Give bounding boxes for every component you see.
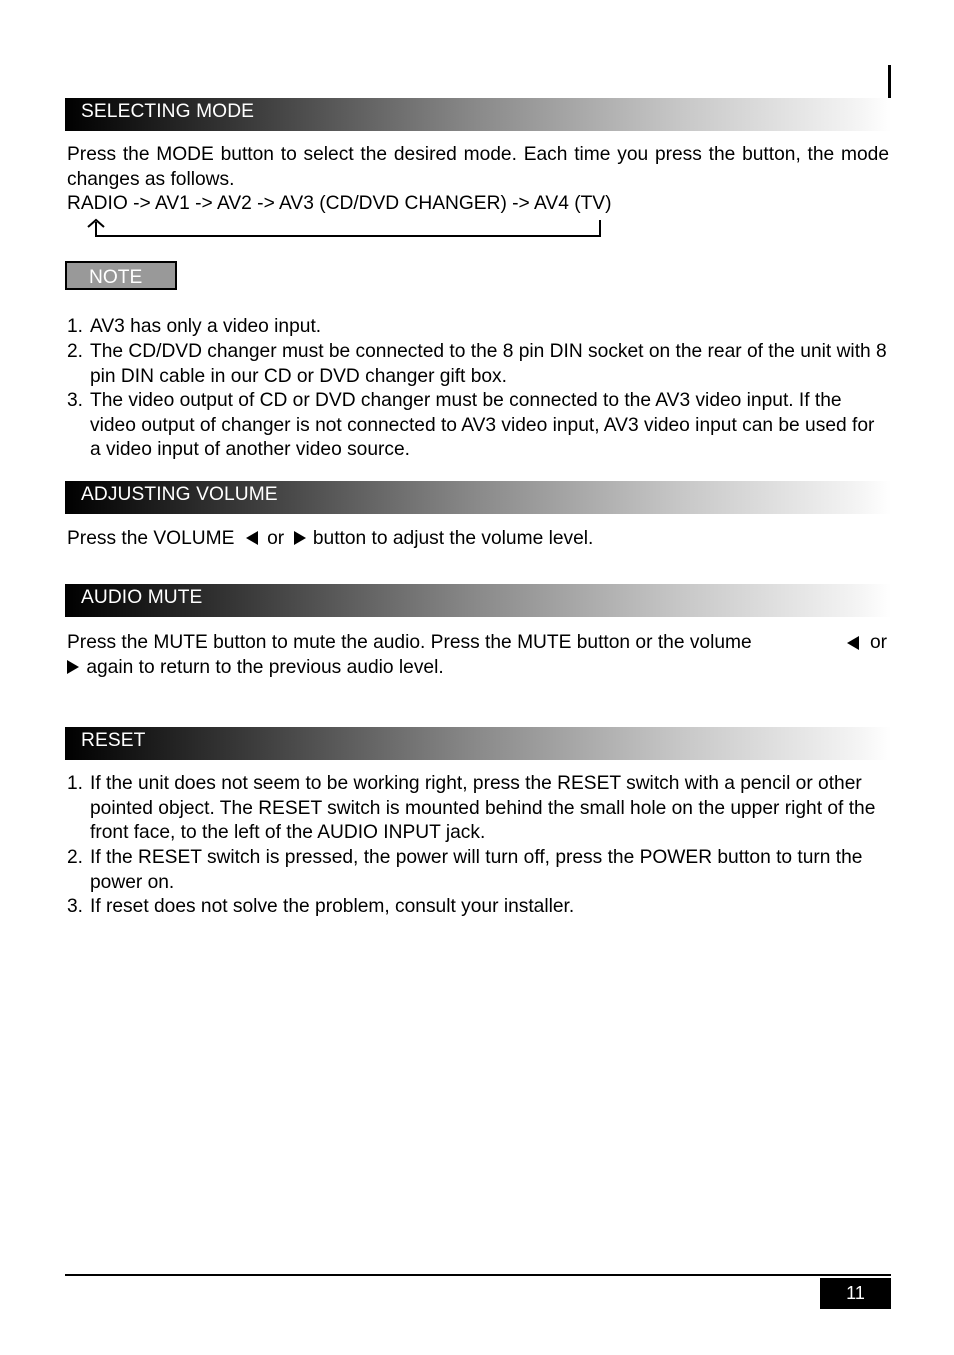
right-triangle-icon bbox=[67, 660, 79, 674]
footer-rule bbox=[65, 1274, 891, 1276]
list-number: 2. bbox=[67, 847, 84, 868]
left-triangle-icon bbox=[246, 531, 258, 545]
mode-sequence: RADIO -> AV1 -> AV2 -> AV3 (CD/DVD CHANGER) -> AV4 (TV) bbox=[67, 193, 612, 214]
left-triangle-icon bbox=[847, 636, 859, 650]
mute-text-or: or bbox=[870, 632, 888, 653]
note-label-box bbox=[65, 261, 177, 290]
section-title: ADJUSTING VOLUME bbox=[81, 484, 278, 505]
list-item bbox=[67, 772, 889, 846]
page-number: 11 bbox=[846, 1283, 865, 1303]
selecting-mode-paragraph: Press the MODE button to select the desired mode. Each time you press the button, the mode changes as follows. bbox=[67, 144, 889, 190]
list-text: If the unit does not seem to be working right, press the RESET switch with a pencil or other pointed object. The RESET switch is mounted behind the small hole on the upper right of the front face, to the left of the AUDIO INPUT jack. bbox=[90, 773, 876, 843]
list-text: The CD/DVD changer must be connected to the 8 pin DIN socket on the rear of the unit with 8 pin DIN cable in our CD or DVD changer gift box. bbox=[90, 341, 887, 387]
section-header-adjusting-volume bbox=[65, 481, 891, 514]
mute-text-2: again to return to the previous audio level. bbox=[86, 657, 444, 678]
list-number: 1. bbox=[67, 773, 84, 794]
note-label: NOTE bbox=[89, 267, 143, 288]
adjusting-volume-paragraph bbox=[67, 527, 889, 552]
list-item bbox=[67, 895, 889, 920]
list-number: 1. bbox=[67, 316, 84, 337]
volume-text-after: button to adjust the volume level. bbox=[312, 528, 594, 549]
volume-text-or: or bbox=[267, 528, 285, 549]
section-title: SELECTING MODE bbox=[81, 101, 255, 122]
page-number-box bbox=[820, 1278, 891, 1309]
section-title: RESET bbox=[81, 730, 146, 751]
section-title: AUDIO MUTE bbox=[81, 587, 203, 608]
list-item bbox=[67, 315, 889, 340]
list-number: 3. bbox=[67, 896, 84, 917]
list-text: If the RESET switch is pressed, the power will turn off, press the POWER button to turn the power on. bbox=[90, 847, 863, 893]
volume-text-before: Press the VOLUME bbox=[67, 528, 235, 549]
list-item bbox=[67, 389, 889, 463]
section-header-audio-mute bbox=[65, 584, 891, 617]
audio-mute-line-1 bbox=[67, 631, 889, 656]
mode-cycle-arrow bbox=[84, 216, 604, 240]
list-text: AV3 has only a video input. bbox=[90, 316, 322, 337]
list-text: The video output of CD or DVD changer must be connected to the AV3 video input. If the video output of changer is not connected to AV3 video input, AV3 video input can be used for a video input of another video source. bbox=[90, 390, 875, 460]
mute-text: Press the MUTE button to mute the audio. Press the MUTE button or the volume bbox=[67, 632, 752, 653]
right-triangle-icon bbox=[294, 531, 306, 545]
list-text: If reset does not solve the problem, consult your installer. bbox=[90, 896, 575, 917]
section-header-selecting-mode bbox=[65, 98, 891, 131]
list-item bbox=[67, 340, 889, 389]
audio-mute-line-2 bbox=[67, 656, 889, 681]
list-number: 3. bbox=[67, 390, 84, 411]
section-header-reset bbox=[65, 727, 891, 760]
list-item bbox=[67, 846, 889, 895]
list-number: 2. bbox=[67, 341, 84, 362]
